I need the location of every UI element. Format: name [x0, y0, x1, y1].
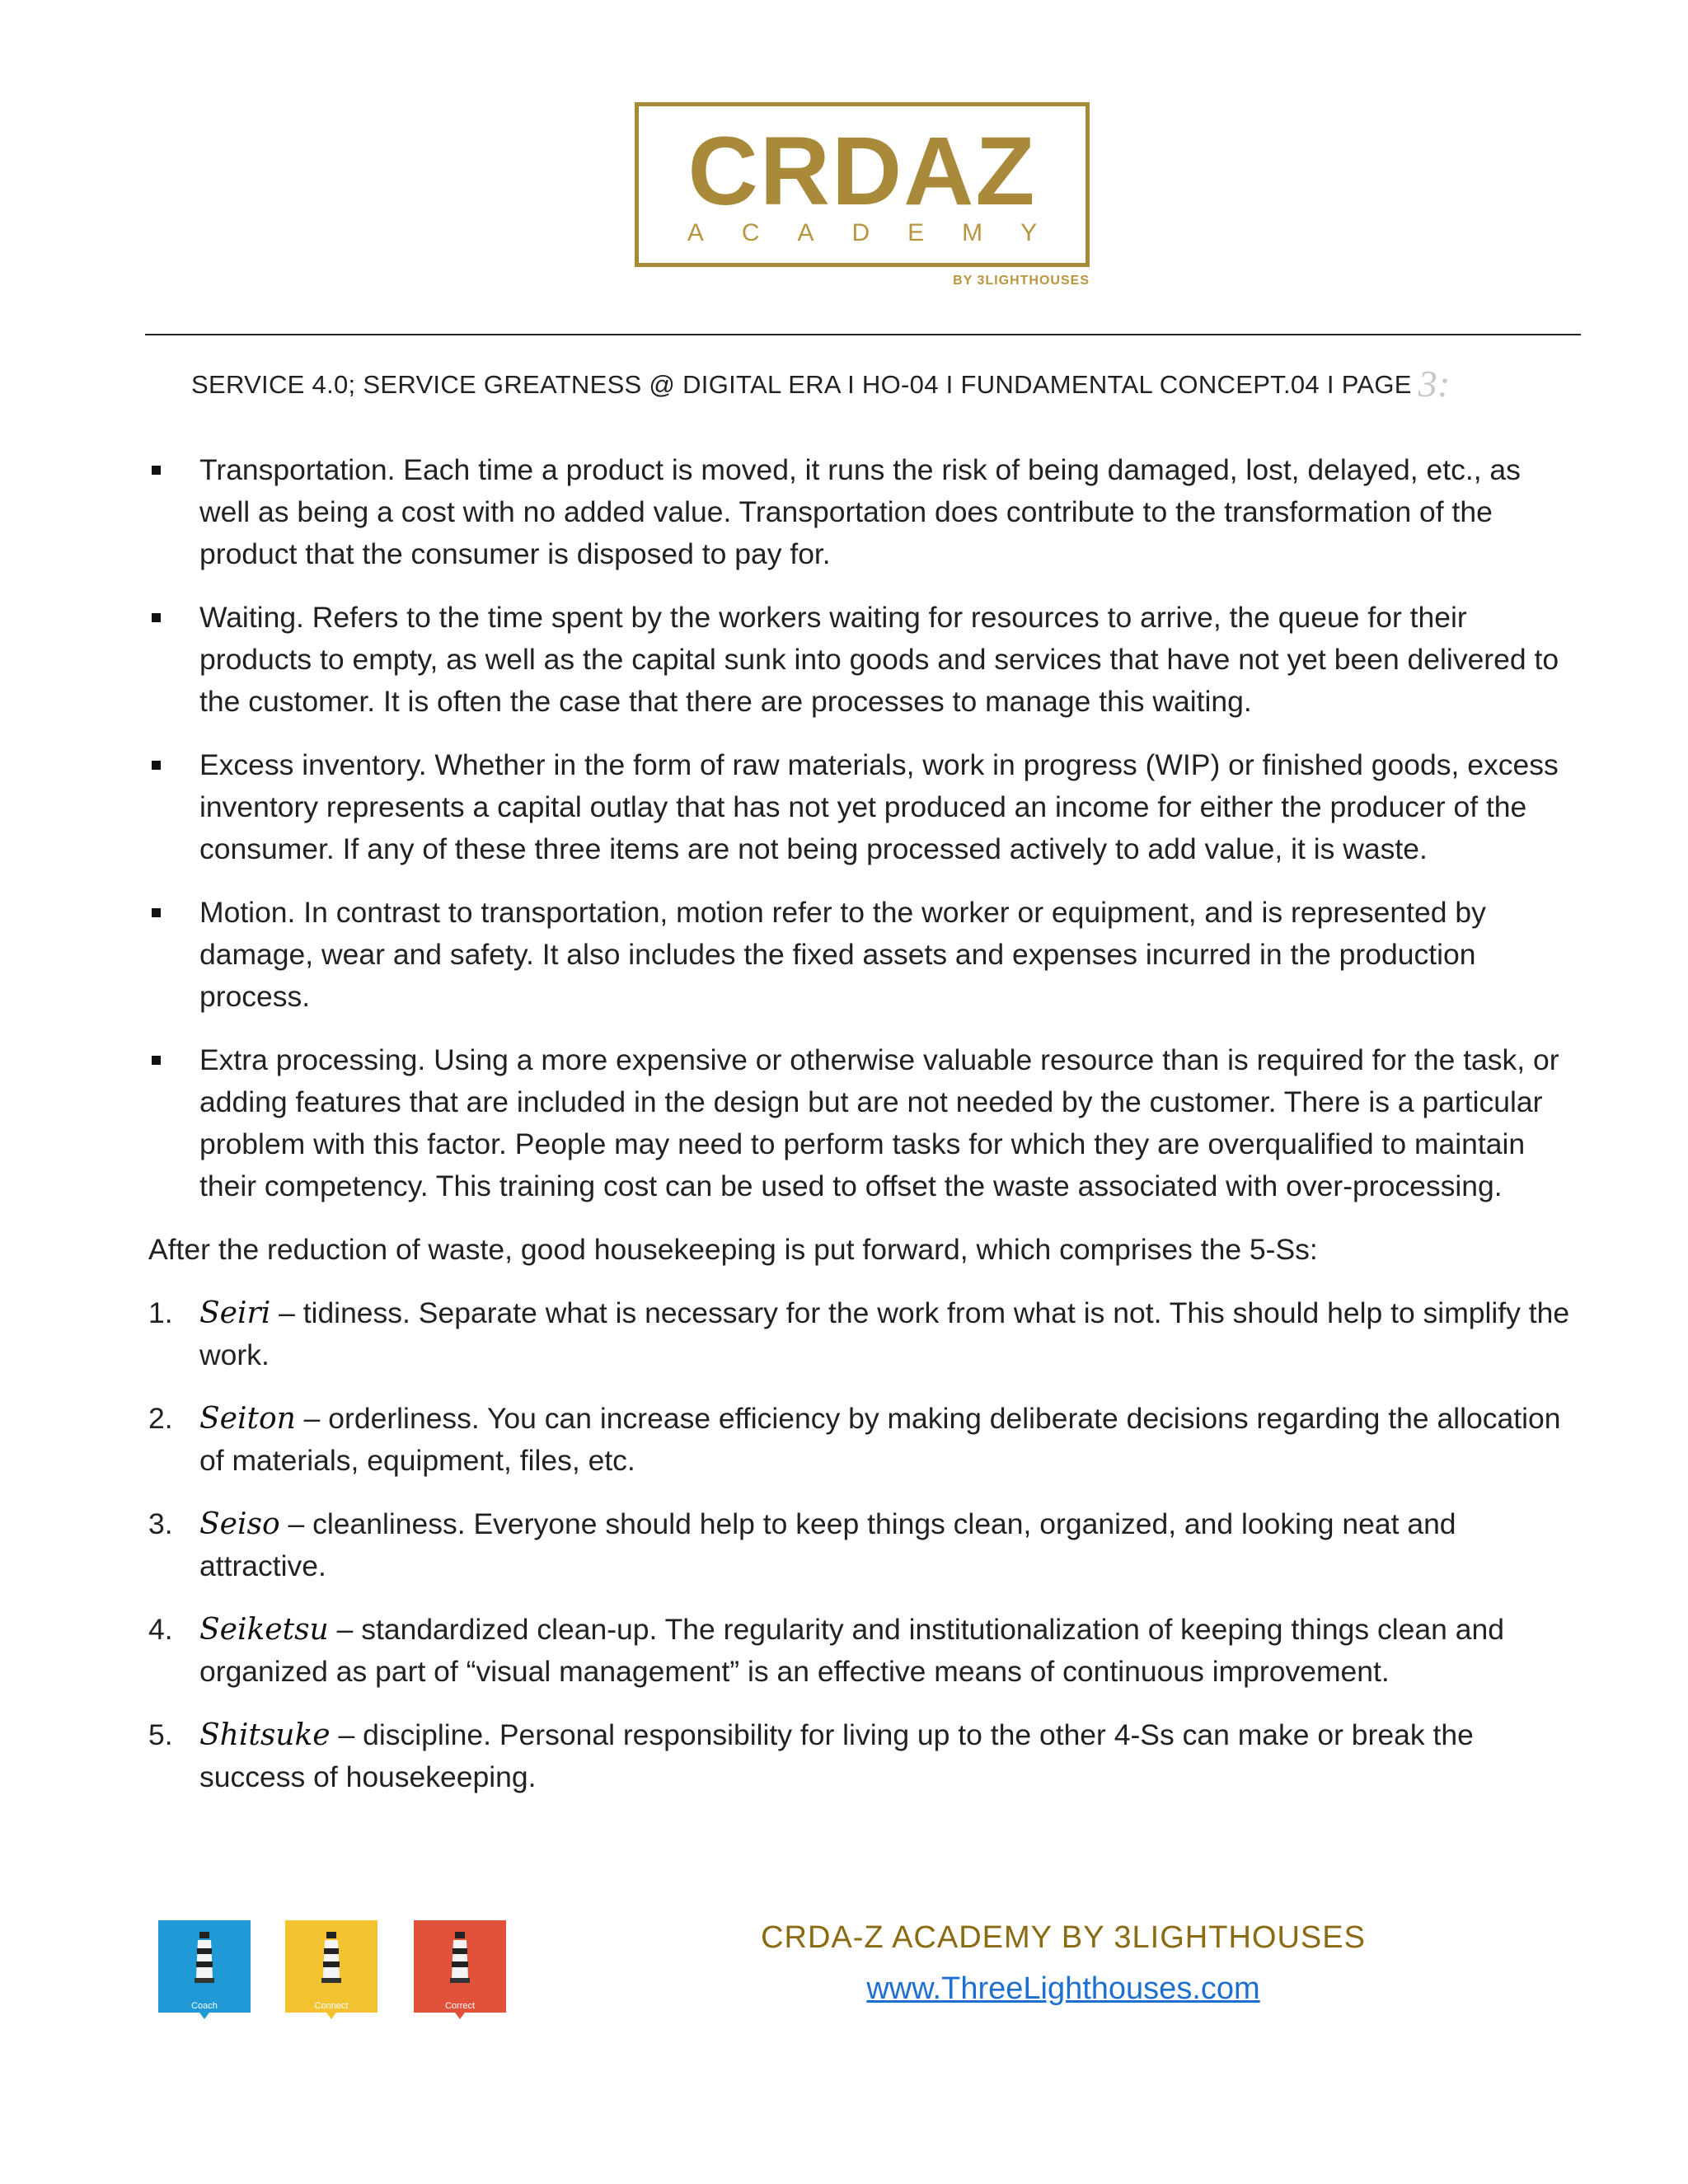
badge-label: Coach: [191, 2001, 218, 2011]
header-divider: [145, 334, 1581, 335]
list-item: [148, 1503, 1574, 1587]
square-bullet-icon: [152, 466, 161, 475]
footer-title: CRDA-Z ACADEMY BY 3LIGHTHOUSES: [761, 1920, 1366, 1955]
logo-byline: BY 3LIGHTHOUSES: [953, 274, 1090, 288]
running-header: [191, 363, 1584, 405]
header-text: SERVICE 4.0; SERVICE GREATNESS @ DIGITAL ERA I HO-04 I FUNDAMENTAL CONCEPT.04 I PAGE: [191, 370, 1412, 399]
bullet-text: Transportation. Each time a product is moved, it runs the risk of being damaged, lost, delayed, etc., as well as being a cost with no added value. Transportation does contribute to the transformation of the product that the consumer is disposed to pay for.: [199, 453, 1521, 570]
list-item: [148, 892, 1574, 1018]
item-number: 5.: [148, 1718, 173, 1751]
coach-badge: [158, 1920, 251, 2026]
term-description: cleanliness. Everyone should help to keep things clean, organized, and looking neat and attractive.: [199, 1507, 1456, 1582]
bullet-text: Excess inventory. Whether in the form of raw materials, work in progress (WIP) or finished goods, excess inventory represents a capital outlay that has not yet produced an income for either the producer of the consumer. If any of these three items are not being processed actively to add value, it is waste.: [199, 748, 1559, 865]
list-item: [148, 1292, 1574, 1376]
logo-frame: [635, 102, 1090, 267]
list-item: [148, 1398, 1574, 1482]
document-body: [148, 449, 1574, 1820]
list-item: [148, 744, 1574, 870]
bullet-text: Extra processing. Using a more expensive or otherwise valuable resource than is required for the task, or adding features that are included in the design but are not needed by the customer. There is a particular problem with this factor. People may need to perform tasks for which they are overqualified to maintain their competency. This training cost can be used to offset the waste associated with over-processing.: [199, 1043, 1559, 1202]
term-description: orderliness. You can increase efficiency by making deliberate decisions regarding the allocation of materials, equipment, files, etc.: [199, 1402, 1561, 1477]
lighthouse-badges: [158, 1920, 513, 2036]
badge-label: Connect: [314, 2001, 349, 2011]
connect-badge: [285, 1920, 377, 2026]
list-item: [148, 1039, 1574, 1207]
term-label: Seiketsu: [199, 1613, 329, 1647]
item-number: 3.: [148, 1507, 173, 1540]
bullet-text: Waiting. Refers to the time spent by the workers waiting for resources to arrive, the queue for their products to empty, as well as the capital sunk into goods and services that have not yet been delivered to the customer. It is often the case that there are processes to manage this waiting.: [199, 601, 1559, 718]
list-item: [148, 597, 1574, 723]
square-bullet-icon: [152, 761, 161, 770]
square-bullet-icon: [152, 1056, 161, 1065]
term-dash: –: [330, 1718, 363, 1751]
page-number: 3:: [1418, 363, 1451, 405]
term-dash: –: [270, 1296, 303, 1329]
term-description: standardized clean-up. The regularity and institutionalization of keeping things clean and organized as part of “visual management” is an effective means of continuous improvement.: [199, 1613, 1504, 1688]
list-item: [148, 449, 1574, 575]
correct-badge: [414, 1920, 506, 2026]
term-label: Seiso: [199, 1507, 280, 1541]
term-dash: –: [295, 1402, 329, 1435]
term-description: discipline. Personal responsibility for living up to the other 4-Ss can make or break the success of housekeeping.: [199, 1718, 1474, 1793]
term-label: Seiri: [199, 1296, 271, 1330]
term-dash: –: [279, 1507, 313, 1540]
logo-sub-text: ACADEMY: [687, 219, 1076, 246]
term-label: Shitsuke: [199, 1718, 331, 1752]
square-bullet-icon: [152, 613, 161, 622]
item-number: 1.: [148, 1296, 173, 1329]
bullet-text: Motion. In contrast to transportation, motion refer to the worker or equipment, and is represented by damage, wear and safety. It also includes the fixed assets and expenses incurred in the production process.: [199, 896, 1486, 1013]
badge-label: Correct: [444, 2001, 476, 2011]
waste-bullet-list: [148, 449, 1574, 1207]
item-number: 4.: [148, 1613, 173, 1646]
item-number: 2.: [148, 1402, 173, 1435]
list-item: [148, 1609, 1574, 1693]
five-s-intro: After the reduction of waste, good housekeeping is put forward, which comprises the 5-Ss:: [148, 1233, 1318, 1266]
list-item: [148, 1714, 1574, 1798]
five-s-list: [148, 1292, 1574, 1798]
square-bullet-icon: [152, 908, 161, 917]
term-description: tidiness. Separate what is necessary for the work from what is not. This should help to simplify the work.: [199, 1296, 1570, 1371]
academy-logo: [635, 102, 1090, 288]
logo-main-text: CRDAZ: [687, 117, 1037, 226]
website-link[interactable]: www.ThreeLighthouses.com: [866, 1971, 1260, 2006]
term-label: Seiton: [199, 1402, 296, 1436]
term-dash: –: [328, 1613, 362, 1646]
